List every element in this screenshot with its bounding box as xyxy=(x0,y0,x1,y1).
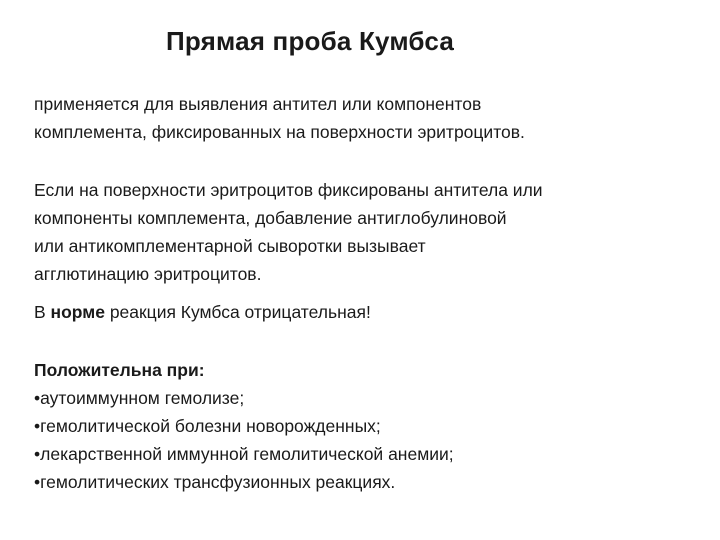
mechanism-line-1: Если на поверхности эритроцитов фиксированы антитела или xyxy=(34,180,543,200)
definition-line-1: применяется для выявления антител или компонентов xyxy=(34,94,482,114)
list-item: •гемолитической болезни новорожденных; xyxy=(34,416,381,436)
positive-list xyxy=(34,384,454,496)
mechanism-line-3: или антикомплементарной сыворотки вызывает xyxy=(34,236,426,256)
mechanism-paragraph xyxy=(34,176,543,288)
norm-prefix: В xyxy=(34,302,51,322)
list-item: •гемолитических трансфузионных реакциях. xyxy=(34,472,396,492)
mechanism-line-2: компоненты комплемента, добавление антиглобулиновой xyxy=(34,208,507,228)
norm-suffix: реакция Кумбса отрицательная! xyxy=(104,302,371,322)
norm-bold-word: норме xyxy=(50,302,105,322)
norm-paragraph xyxy=(34,298,371,326)
positive-section xyxy=(34,356,454,496)
slide-title: Прямая проба Кумбса xyxy=(166,26,454,56)
list-item: •аутоиммунном гемолизе; xyxy=(34,388,245,408)
positive-heading: Положительна при: xyxy=(34,360,205,380)
definition-paragraph xyxy=(34,90,525,146)
mechanism-line-4: агглютинацию эритроцитов. xyxy=(34,264,262,284)
definition-line-2: комплемента, фиксированных на поверхности эритроцитов. xyxy=(34,122,525,142)
list-item: •лекарственной иммунной гемолитической анемии; xyxy=(34,444,454,464)
